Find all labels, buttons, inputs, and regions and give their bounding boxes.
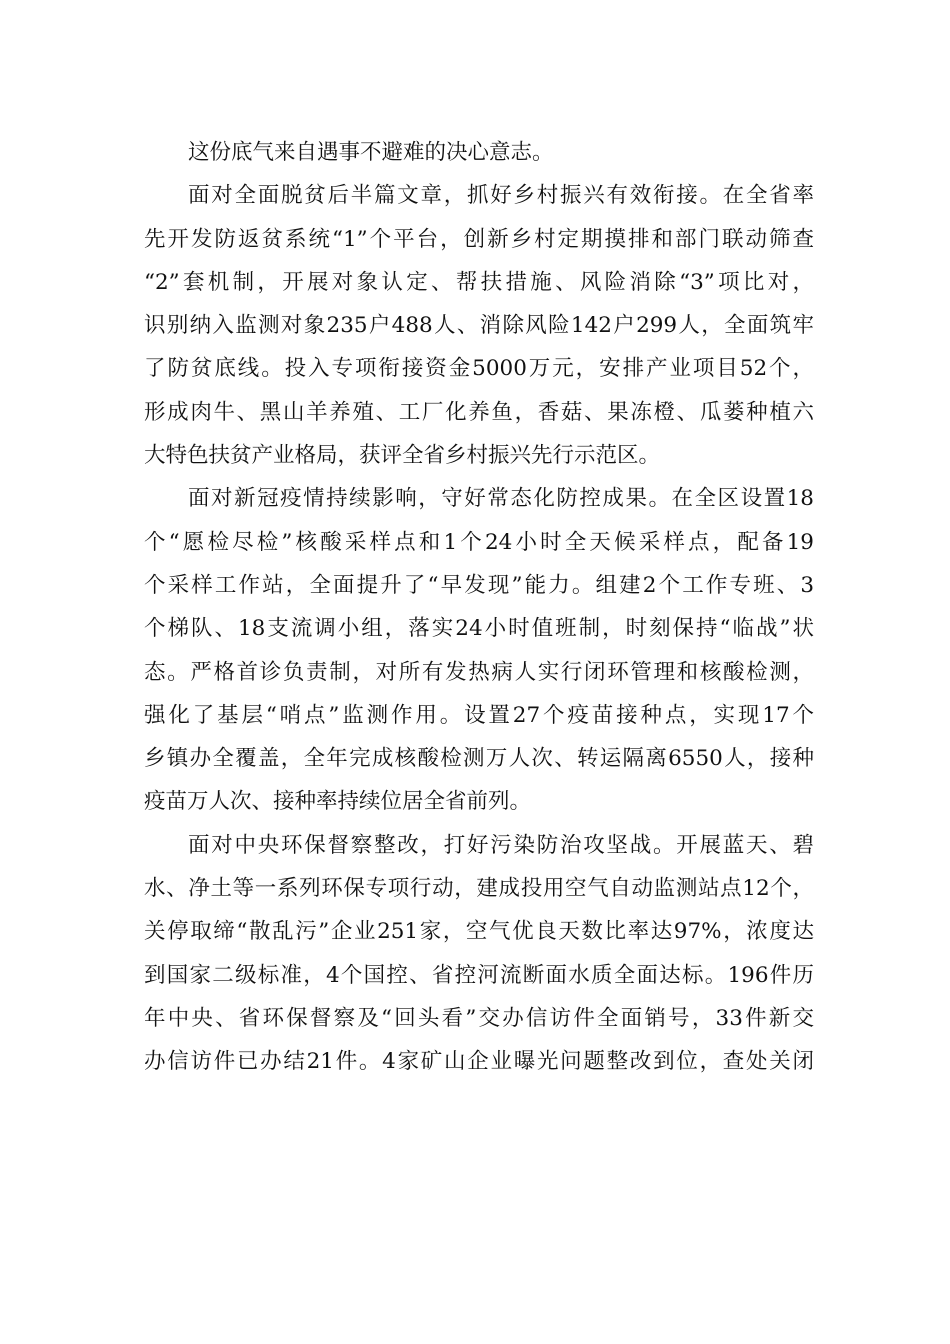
text-line: 大特色扶贫产业格局，获评全省乡村振兴先行示范区。 xyxy=(144,443,661,469)
text-line: 关停取缔“散乱污”企业251家，空气优良天数比率达97%，浓度达 xyxy=(144,919,814,945)
document-body xyxy=(144,131,814,1084)
text-line: 疫苗万人次、接种率持续位居全省前列。 xyxy=(144,789,532,815)
text-line: 态。严格首诊负责制，对所有发热病人实行闭环管理和核酸检测， xyxy=(144,659,814,685)
text-line: 识别纳入监测对象235户488人、消除风险142户299人，全面筑牢 xyxy=(144,313,814,339)
text-line: 这份底气来自遇事不避难的决心意志。 xyxy=(188,140,554,165)
text-line: 了防贫底线。投入专项衔接资金5000万元，安排产业项目52个， xyxy=(144,356,814,382)
text-line: 个采样工作站，全面提升了“早发现”能力。组建2个工作专班、3 xyxy=(144,572,814,598)
text-line: 面对中央环保督察整改，打好污染防治攻坚战。开展蓝天、碧 xyxy=(188,832,814,858)
text-line: 乡镇办全覆盖，全年完成核酸检测万人次、转运隔离6550人，接种 xyxy=(144,746,814,772)
text-line: 面对新冠疫情持续影响，守好常态化防控成果。在全区设置18 xyxy=(188,486,814,512)
text-line: 到国家二级标准，4个国控、省控河流断面水质全面达标。196件历 xyxy=(144,962,814,988)
text-line: 年中央、省环保督察及“回头看”交办信访件全面销号，33件新交 xyxy=(144,1005,814,1031)
text-line: 个梯队、18支流调小组，落实24小时值班制，时刻保持“临战”状 xyxy=(144,616,814,642)
paragraph-1 xyxy=(144,131,814,174)
paragraph-2 xyxy=(144,174,814,477)
paragraph-3 xyxy=(144,477,814,823)
text-line: 个“愿检尽检”核酸采样点和1个24小时全天候采样点，配备19 xyxy=(144,529,814,555)
text-line: “2”套机制，开展对象认定、帮扶措施、风险消除“3”项比对， xyxy=(144,269,814,295)
paragraph-4 xyxy=(144,824,814,1084)
text-line: 强化了基层“哨点”监测作用。设置27个疫苗接种点，实现17个 xyxy=(144,702,814,728)
text-line: 办信访件已办结21件。4家矿山企业曝光问题整改到位，查处关闭 xyxy=(144,1049,814,1075)
text-line: 形成肉牛、黑山羊养殖、工厂化养鱼，香菇、果冻橙、瓜蒌种植六 xyxy=(144,399,814,425)
text-line: 面对全面脱贫后半篇文章，抓好乡村振兴有效衔接。在全省率 xyxy=(188,183,814,209)
text-line: 先开发防返贫系统“1”个平台，创新乡村定期摸排和部门联动筛查 xyxy=(144,226,814,252)
text-line: 水、净土等一系列环保专项行动，建成投用空气自动监测站点12个， xyxy=(144,876,814,902)
